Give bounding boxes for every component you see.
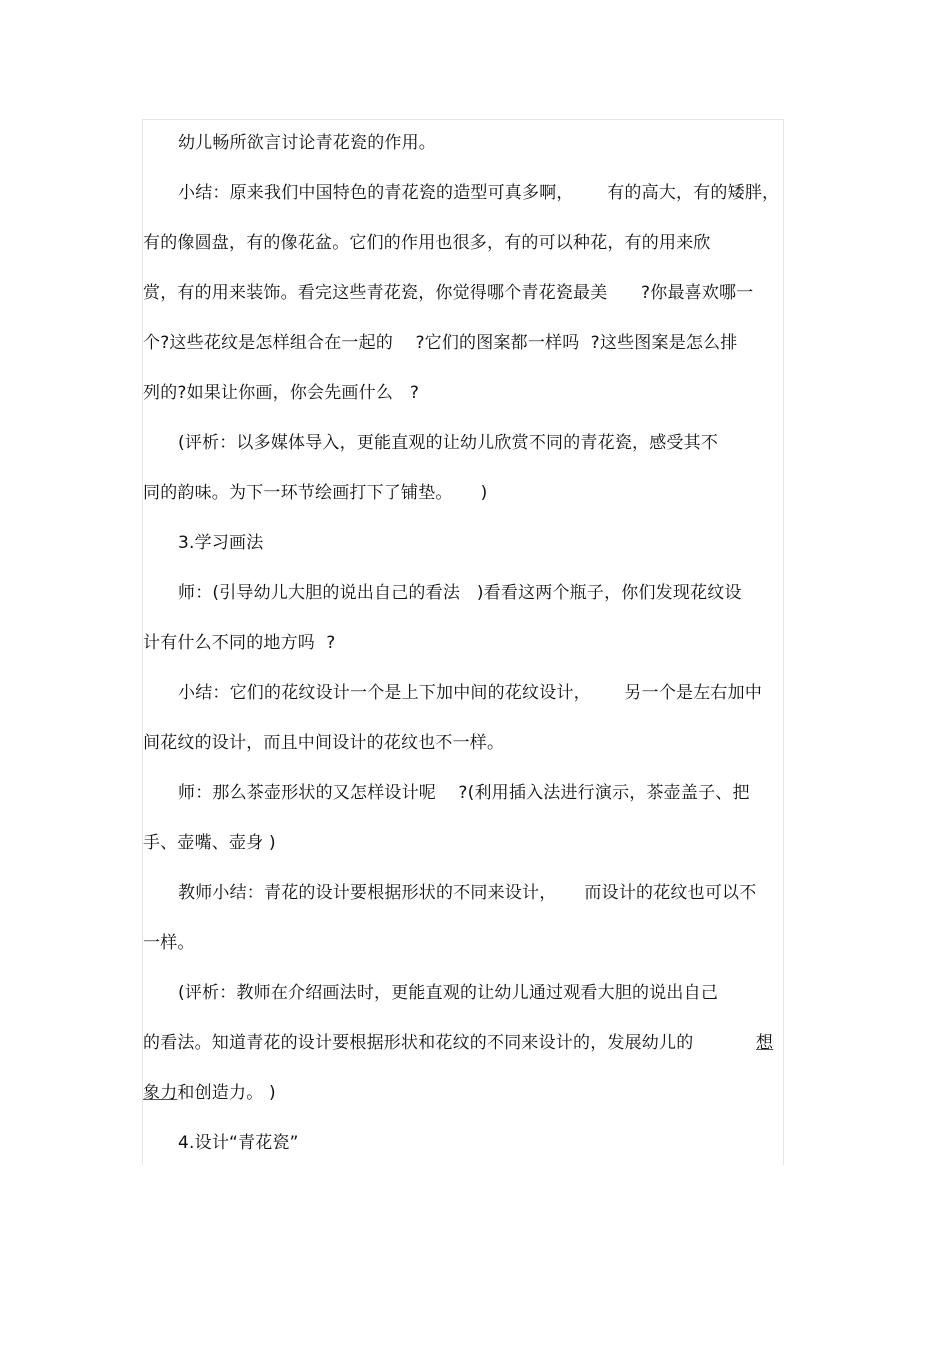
text-line-2: 小结：原来我们中国特色的青花瓷的造型可真多啊， 有的高大，有的矮胖， (178, 183, 780, 203)
text-line-8: 同的韵味。为下一环节绘画打下了铺垫。 ) (143, 483, 488, 503)
text-line-12: 小结：它们的花纹设计一个是上下加中间的花纹设计， 另一个是左右加中 (178, 683, 763, 703)
text-line-3: 有的像圆盘，有的像花盆。它们的作用也很多，有的可以种花，有的用来欣 (143, 233, 711, 253)
text-line-13: 间花纹的设计，而且中间设计的花纹也不一样。 (143, 733, 505, 753)
section-heading-4: 4.设计“青花瓷” (178, 1133, 299, 1153)
text-line-7: (评析：以多媒体导入，更能直观的让幼儿欣赏不同的青花瓷，感受其不 (178, 433, 719, 453)
text-line-1: 幼儿畅所欲言讨论青花瓷的作用。 (178, 133, 436, 153)
text-line-20 (143, 1081, 276, 1105)
text-line-14: 师：那么茶壶形状的又怎样设计呢 ?(利用插入法进行演示，茶壶盖子、把 (178, 783, 750, 803)
text-line-18: (评析：教师在介绍画法时，更能直观的让幼儿通过观看大胆的说出自己 (178, 983, 719, 1003)
text-line-4: 赏，有的用来装饰。看完这些青花瓷，你觉得哪个青花瓷最美 ?你最喜欢哪一 (143, 283, 754, 303)
text-line-11: 计有什么不同的地方吗 ? (143, 633, 336, 653)
text-line-10: 师：(引导幼儿大胆的说出自己的看法 )看看这两个瓶子，你们发现花纹设 (178, 583, 742, 603)
text-line-17: 一样。 (143, 933, 195, 953)
text-line-15: 手、壶嘴、壶身 ) (143, 833, 276, 853)
text-line-5: 个?这些花纹是怎样组合在一起的 ?它们的图案都一样吗 ?这些图案是怎么排 (143, 333, 738, 353)
section-heading-3: 3.学习画法 (178, 533, 264, 553)
underlined-word-part1: 想 (756, 1033, 774, 1053)
text-line-6: 列的?如果让你画，你会先画什么 ? (143, 383, 420, 403)
text-line-19: 的看法。知道青花的设计要根据形状和花纹的不同来设计的，发展幼儿的 (143, 1033, 733, 1053)
underlined-word-part2: 象力 (143, 1083, 178, 1103)
text-line-16: 教师小结：青花的设计要根据形状的不同来设计， 而设计的花纹也可以不 (178, 883, 757, 903)
text-line-20-rest: 和创造力。 ) (177, 1083, 276, 1103)
